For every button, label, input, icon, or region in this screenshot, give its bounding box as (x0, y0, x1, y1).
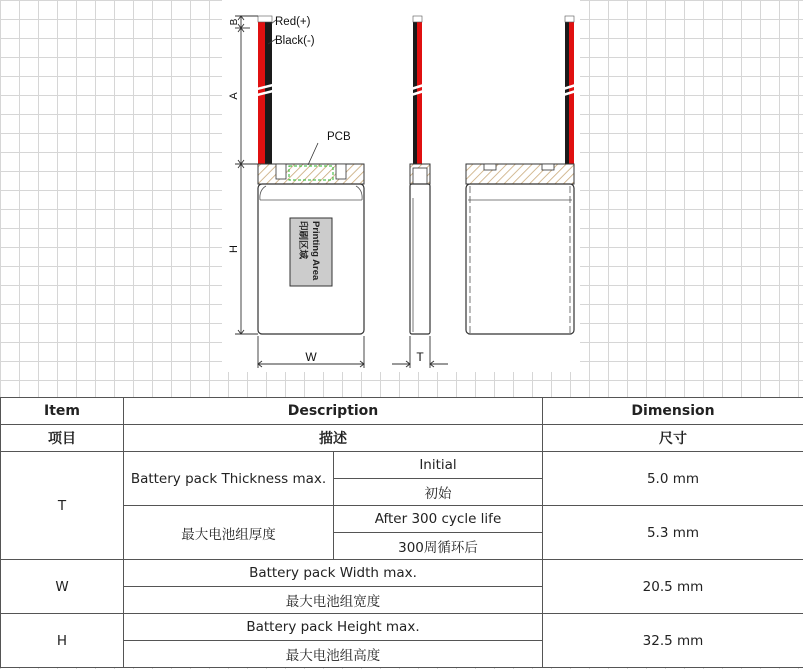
table-row (1, 452, 803, 479)
black-wire-label: Black(-) (275, 35, 315, 47)
row-w-item: W (1, 560, 124, 614)
row-h-description: Battery pack Height max. (124, 614, 543, 641)
pcb-tab-right (336, 164, 346, 179)
row-t-condition-cycle: After 300 cycle life (334, 506, 543, 533)
pcb-label: PCB (327, 131, 351, 143)
dimension-spec-table (0, 397, 803, 668)
dim-h-label: H (228, 245, 240, 253)
row-t-condition-initial: Initial (334, 452, 543, 479)
row-t-value-cycle: 5.3 mm (543, 506, 803, 560)
table-row (1, 614, 803, 641)
header-item-cn: 项目 (1, 425, 124, 452)
header-item: Item (1, 398, 124, 425)
dim-w-label: W (305, 350, 317, 364)
header-description-cn: 描述 (124, 425, 543, 452)
pcb-tab-left (276, 164, 286, 179)
dim-t-label: T (416, 350, 424, 364)
dim-b-label: B (229, 18, 240, 26)
row-t-description-cn: 最大电池组厚度 (124, 506, 334, 560)
row-w-description-cn: 最大电池组宽度 (124, 587, 543, 614)
red-wire-front (258, 16, 265, 166)
dim-a-label: A (228, 92, 240, 100)
pcb-band-front (258, 164, 364, 184)
table-header-row (1, 398, 803, 425)
header-dimension: Dimension (543, 398, 803, 425)
printing-area-label-cn: 印刷区域 (297, 221, 308, 260)
printing-area-label: Printing Area (310, 221, 321, 281)
row-h-description-cn: 最大电池组高度 (124, 641, 543, 668)
table-header-row-cn (1, 425, 803, 452)
header-dimension-cn: 尺寸 (543, 425, 803, 452)
row-t-condition-initial-cn: 初始 (334, 479, 543, 506)
table-row (1, 560, 803, 587)
row-h-item: H (1, 614, 124, 668)
row-w-description: Battery pack Width max. (124, 560, 543, 587)
header-description: Description (124, 398, 543, 425)
row-t-item: T (1, 452, 124, 560)
pcb-band-back (466, 164, 574, 184)
black-wire-back (565, 16, 569, 166)
row-w-value: 20.5 mm (543, 560, 803, 614)
row-h-value: 32.5 mm (543, 614, 803, 668)
cell-body-back (466, 184, 574, 334)
row-t-description: Battery pack Thickness max. (124, 452, 334, 506)
row-t-condition-cycle-cn: 300周循环后 (334, 533, 543, 560)
row-t-value-initial: 5.0 mm (543, 452, 803, 506)
red-wire-label: Red(+) (275, 16, 311, 28)
wire-tip-front (258, 16, 272, 22)
